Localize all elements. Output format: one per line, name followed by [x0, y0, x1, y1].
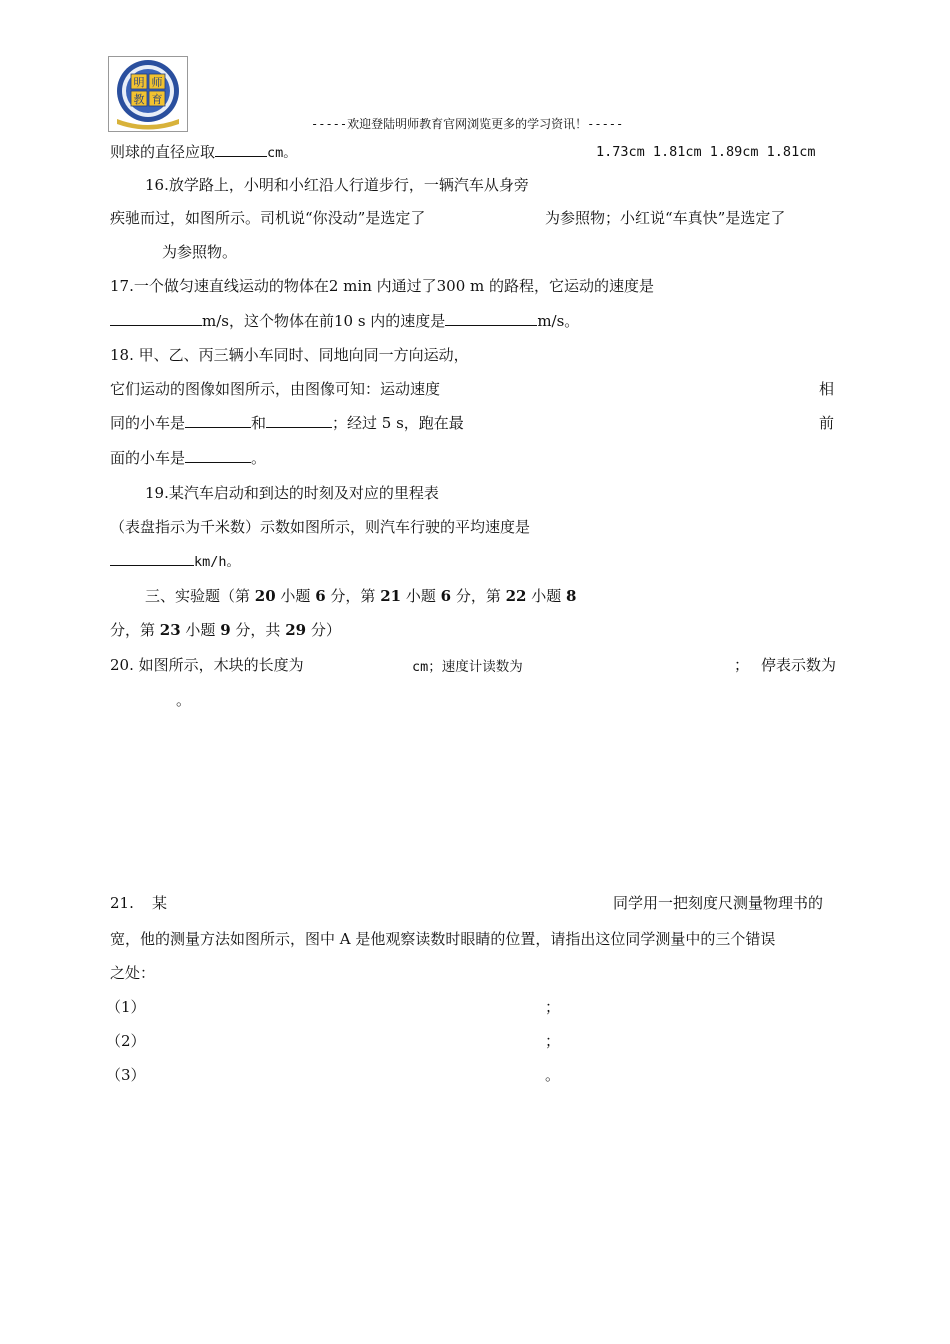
q20-text-a: 20. 如图所示，木块的长度为 — [110, 656, 304, 674]
s3-num: 9 — [220, 621, 231, 639]
logo-emblem-icon — [109, 57, 187, 131]
s3-text: 小题 — [526, 587, 567, 605]
q21-item-1-label: （1） — [106, 998, 146, 1016]
q19-blank — [110, 551, 194, 566]
q17-line1: 17.一个做匀速直线运动的物体在2 min 内通过了300 m 的路程，它运动的速度是 — [110, 277, 655, 295]
q18-text-a: 同的小车是 — [110, 414, 186, 432]
s3-text: 分） — [306, 621, 341, 639]
q15-blank — [215, 142, 267, 157]
s3-num: 23 — [159, 621, 181, 639]
q18-line3 — [110, 413, 464, 433]
q17-text-b: m/s。 — [537, 312, 580, 330]
q15-text: 则球的直径应取 — [110, 143, 216, 161]
s3-num: 20 — [254, 587, 276, 605]
logo-char: 师 — [151, 76, 163, 89]
s3-num: 22 — [505, 587, 527, 605]
q18-text-d: 面的小车是 — [110, 449, 186, 467]
q19-line2: （表盘指示为千米数）示数如图所示，则汽车行驶的平均速度是 — [110, 518, 531, 536]
q18-text-b: 和 — [251, 414, 267, 432]
s3-text: 三、实验题（第 — [145, 587, 255, 605]
s3-text: 小题 — [180, 621, 221, 639]
q21-item-2-end: ； — [545, 1032, 561, 1050]
q15-unit: cm。 — [267, 145, 297, 161]
q20-text-e: 。 — [176, 691, 192, 709]
q17-blank-2 — [445, 311, 537, 326]
q17-blank-1 — [110, 311, 202, 326]
s3-num: 29 — [285, 621, 307, 639]
q20-text-d: 停表示数为 — [761, 656, 837, 674]
q21-item-2-label: （2） — [106, 1032, 146, 1050]
section3-line2 — [110, 620, 341, 640]
q21-item-3-label: （3） — [106, 1066, 146, 1084]
s3-text: 分，第 — [451, 587, 506, 605]
q16-line2a: 疾驰而过，如图所示。司机说“你没动”是选定了 — [110, 209, 426, 227]
s3-num: 21 — [380, 587, 402, 605]
q21-line2: 宽，他的测量方法如图所示，图中 A 是他观察读数时眼睛的位置，请指出这位同学测量中的三个错误 — [110, 930, 776, 948]
s3-text: 分，共 — [230, 621, 286, 639]
logo-char: 明 — [133, 76, 145, 89]
site-banner: -----欢迎登陆明师教育官网浏览更多的学习资讯！----- — [311, 117, 624, 131]
s3-num: 6 — [315, 587, 326, 605]
s3-num: 6 — [440, 587, 452, 605]
q21-item-1-end: ； — [545, 998, 561, 1016]
q21-number: 21. — [110, 894, 134, 912]
q16-line3: 为参照物。 — [162, 243, 238, 261]
logo-char: 教 — [133, 93, 145, 106]
s3-text: 分，第 — [110, 621, 160, 639]
s3-text: 小题 — [275, 587, 316, 605]
q15-tail — [110, 142, 297, 163]
q16-line1: 16.放学路上，小明和小红沿人行道步行，一辆汽车从身旁 — [145, 176, 529, 194]
logo-char: 育 — [151, 93, 163, 106]
q18-blank-1 — [185, 413, 251, 428]
q19-line1: 19.某汽车启动和到达的时刻及对应的里程表 — [145, 484, 439, 502]
q21-item-3-end: 。 — [545, 1066, 561, 1084]
q18-blank-3 — [185, 448, 251, 463]
q19-unit: km/h。 — [194, 554, 241, 570]
s3-text: 小题 — [401, 587, 441, 605]
q21-line3: 之处： — [110, 964, 156, 982]
q20-text-c: ； — [734, 656, 750, 674]
q18-text-c: ；经过 5 s，跑在最 — [332, 414, 464, 432]
s3-text: 分，第 — [325, 587, 381, 605]
q18-line2-right: 相 — [819, 380, 835, 398]
q21-line1-right: 同学用一把刻度尺测量物理书的 — [613, 894, 824, 912]
school-logo — [108, 56, 188, 132]
q17-text-a: m/s，这个物体在前10 s 内的速度是 — [202, 312, 446, 330]
q18-line1: 18. 甲、乙、丙三辆小车同时、同地向同一方向运动， — [110, 346, 469, 364]
q19-line3 — [110, 551, 240, 572]
q17-line2 — [110, 311, 579, 331]
q18-line2: 它们运动的图像如图所示，由图像可知：运动速度 — [110, 380, 441, 398]
q20-text-b: cm；速度计读数为 — [412, 659, 523, 675]
q18-line3-right: 前 — [819, 414, 835, 432]
q18-line4 — [110, 448, 266, 468]
q16-line2b: 为参照物；小红说“车真快”是选定了 — [545, 209, 786, 227]
s3-num: 8 — [566, 587, 577, 605]
q15-readings: 1.73cm 1.81cm 1.89cm 1.81cm — [596, 144, 816, 160]
q18-text-e: 。 — [251, 449, 267, 467]
section3-line1 — [145, 586, 576, 606]
q21-mou: 某 — [152, 894, 168, 912]
q18-blank-2 — [266, 413, 332, 428]
